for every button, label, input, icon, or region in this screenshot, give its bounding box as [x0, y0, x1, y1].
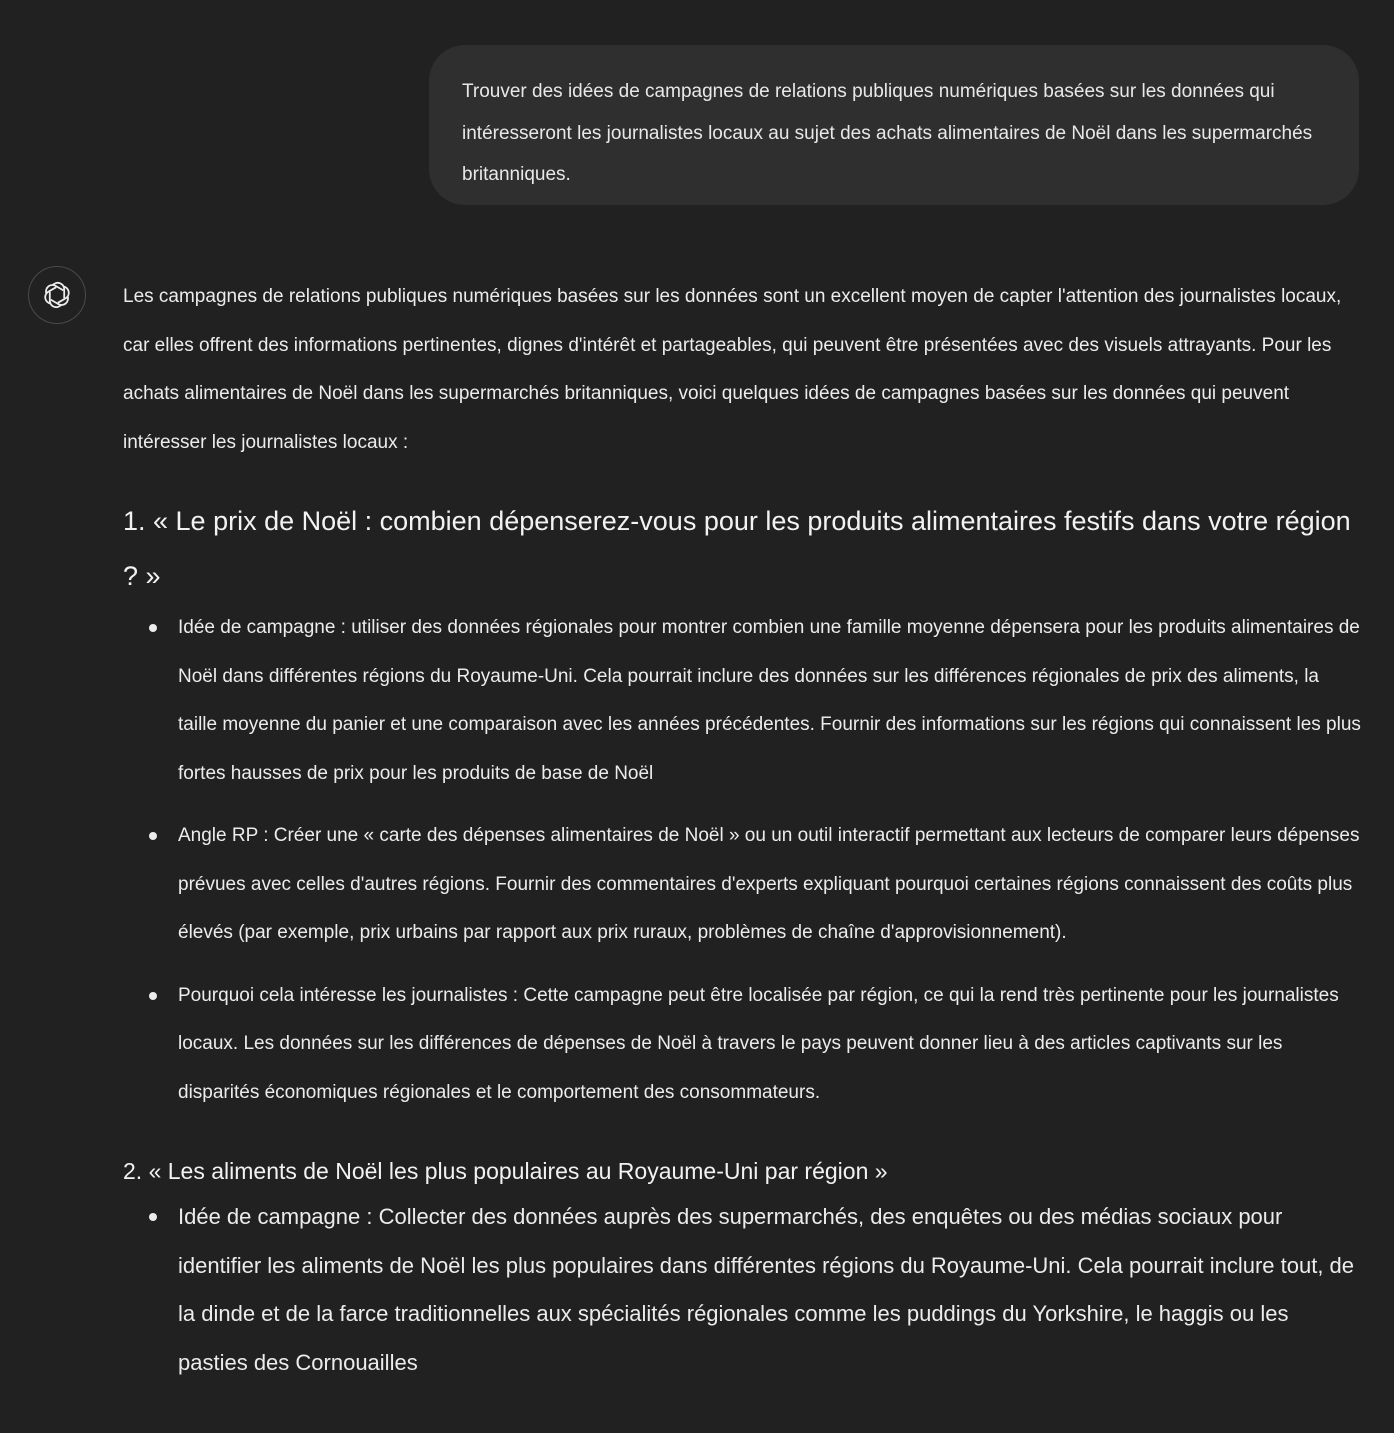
section-heading-1: 1. « Le prix de Noël : combien dépenserez-vous pour les produits alimentaires festifs dans votre région ? »: [123, 506, 1351, 591]
section-2-list: [123, 1193, 1363, 1387]
list-item: Pourquoi cela intéresse les journalistes : Cette campagne peut être localisée par région, ce qui la rend très pertinente pour les journalistes locaux. Les données sur les différences de dépenses de Noël à travers le pays peuvent donner lieu à des articles captivants sur les disparités économiques régionales et le comportement des consommateurs.: [123, 972, 1363, 1118]
list-item: Idée de campagne : Collecter des données auprès des supermarchés, des enquêtes ou des médias sociaux pour identifier les aliments de Noël les plus populaires dans différentes régions du Royaume-Uni. Cela pourrait inclure tout, de la dinde et de la farce traditionnelles aux spécialités régionales comme les puddings du Yorkshire, le haggis ou les pasties des Cornouailles: [123, 1193, 1363, 1387]
assistant-avatar: [28, 266, 86, 324]
section-1-list: [123, 604, 1363, 1117]
assistant-message: [123, 273, 1363, 1387]
list-item: Angle RP : Créer une « carte des dépenses alimentaires de Noël » ou un outil interactif permettant aux lecteurs de comparer leurs dépenses prévues avec celles d'autres régions. Fournir des commentaires d'experts expliquant pourquoi certaines régions connaissent des coûts plus élevés (par exemple, prix urbains par rapport aux prix ruraux, problèmes de chaîne d'approvisionnement).: [123, 812, 1363, 958]
user-message-bubble: [429, 45, 1359, 205]
user-message-text: Trouver des idées de campagnes de relations publiques numériques basées sur les données qui intéresseront les journalistes locaux au sujet des achats alimentaires de Noël dans les supermarchés britanniques.: [462, 81, 1313, 185]
section-heading-2: 2. « Les aliments de Noël les plus populaires au Royaume-Uni par région »: [123, 1158, 888, 1184]
assistant-intro-paragraph: Les campagnes de relations publiques numériques basées sur les données sont un excellent moyen de capter l'attention des journalistes locaux, car elles offrent des informations pertinentes, dignes d'intérêt et partageables, qui peuvent être présentées avec des visuels attrayants. Pour les achats alimentaires de Noël dans les supermarchés britanniques, voici quelques idées de campagnes basées sur les données qui peuvent intéresser les journalistes locaux :: [123, 286, 1342, 453]
list-item: Idée de campagne : utiliser des données régionales pour montrer combien une famille moyenne dépensera pour les produits alimentaires de Noël dans différentes régions du Royaume-Uni. Cela pourrait inclure des données sur les différences régionales de prix des aliments, la taille moyenne du panier et une comparaison avec les années précédentes. Fournir des informations sur les régions qui connaissent les plus fortes hausses de prix pour les produits de base de Noël: [123, 604, 1363, 798]
openai-logo-icon: [41, 279, 73, 311]
